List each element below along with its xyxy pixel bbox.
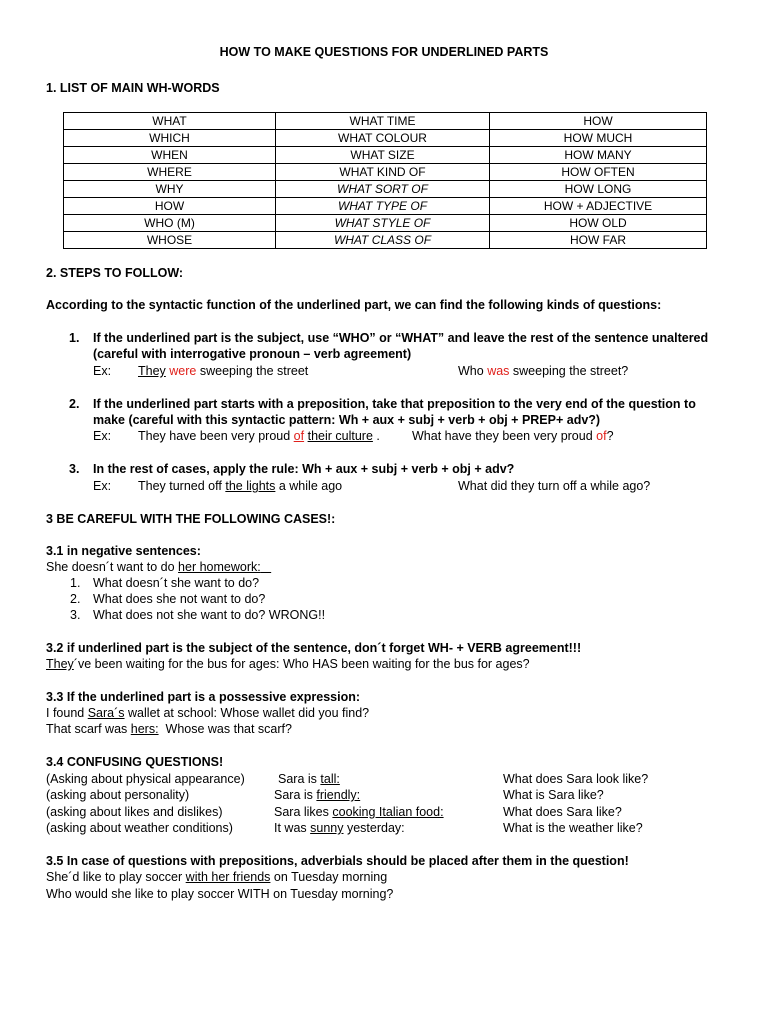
wh-table-cell: WHOSE — [64, 232, 276, 249]
underlined-part: the lights — [225, 479, 276, 493]
step3-line1: In the rest of cases, apply the rule: Wh + aux + subj + verb + obj + adv? — [93, 462, 515, 476]
s35-heading: 3.5 In case of questions with prepositions, adverbials should be placed after them in the question! — [46, 854, 629, 868]
wh-table-row — [64, 147, 707, 164]
s34-context: (asking about likes and dislikes) — [46, 805, 223, 819]
underlined-part: Sara´s — [87, 706, 125, 720]
underlined-part: tall: — [320, 772, 340, 786]
wh-table-cell: HOW OLD — [490, 215, 707, 232]
s31-item-text: What does not she want to do? WRONG!! — [93, 608, 326, 622]
s34-question: What does Sara look like? — [503, 772, 649, 786]
s31-item-num: 1. — [70, 576, 81, 590]
wh-table-cell: HOW FAR — [490, 232, 707, 249]
page-title: HOW TO MAKE QUESTIONS FOR UNDERLINED PARTS — [219, 45, 549, 59]
s34-context: (Asking about physical appearance) — [46, 772, 245, 786]
wh-table-row — [64, 198, 707, 215]
s35-line2: Who would she like to play soccer WITH on Tuesday morning? — [46, 887, 394, 901]
s31-item-num: 2. — [70, 592, 81, 606]
s34-question: What does Sara like? — [503, 805, 622, 819]
s31-item-text: What doesn´t she want to do? — [93, 576, 260, 590]
s33-line2: That scarf was hers: Whose was that scarf? — [46, 722, 292, 736]
underlined-part: They — [46, 657, 74, 671]
s34-context: (asking about personality) — [46, 788, 190, 802]
wh-table-cell: WHEN — [64, 147, 276, 164]
s34-context: (asking about weather conditions) — [46, 821, 233, 835]
underlined-part: with her friends — [185, 870, 271, 884]
wh-table-row — [64, 232, 707, 249]
s34-sentence: Sara likes cooking Italian food: — [274, 805, 444, 819]
step2-line1: If the underlined part starts with a preposition, take that preposition to the very end of the question to — [93, 397, 696, 411]
underlined-part: They — [138, 364, 166, 378]
wh-table-cell: HOW — [490, 113, 707, 130]
s34-question: What is Sara like? — [503, 788, 604, 802]
s34-sentence: It was sunny yesterday: — [274, 821, 405, 835]
step3-number: 3. — [69, 462, 80, 476]
s34-question: What is the weather like? — [503, 821, 643, 835]
wh-table-cell: WHAT TYPE OF — [276, 198, 490, 215]
step2-ex-label: Ex: — [93, 429, 112, 443]
wh-table-row — [64, 215, 707, 232]
step2-example: They have been very proud of their culture . — [138, 429, 380, 443]
underlined-part: sunny — [310, 821, 344, 835]
section3-heading: 3 BE CAREFUL WITH THE FOLLOWING CASES!: — [46, 512, 336, 526]
s31-item-text: What does she not want to do? — [93, 592, 266, 606]
wh-table-cell: WHAT SIZE — [276, 147, 490, 164]
wh-table-cell: WHAT COLOUR — [276, 130, 490, 147]
underlined-part: her homework: — [178, 560, 261, 574]
wh-table-cell: HOW + ADJECTIVE — [490, 198, 707, 215]
wh-table-cell: WHAT CLASS OF — [276, 232, 490, 249]
underlined-part: hers: — [130, 722, 159, 736]
step1-question: Who was sweeping the street? — [458, 364, 629, 378]
wh-table-cell: WHAT KIND OF — [276, 164, 490, 181]
step3-question: What did they turn off a while ago? — [458, 479, 651, 493]
wh-table-row — [64, 113, 707, 130]
highlighted-preposition: of — [293, 429, 305, 443]
wh-table-cell: WHERE — [64, 164, 276, 181]
s31-sentence: She doesn´t want to do her homework: — [46, 560, 261, 574]
s34-sentence: Sara is friendly: — [274, 788, 361, 802]
wh-table-cell: HOW OFTEN — [490, 164, 707, 181]
step2-line2: make (careful with this syntactic pattern: Wh + aux + subj + verb + obj + PREP+ adv?) — [93, 413, 601, 427]
underlined-part: cooking Italian food: — [332, 805, 444, 819]
s33-heading: 3.3 If the underlined part is a possessive expression: — [46, 690, 361, 704]
s33-line1: I found Sara´s wallet at school: Whose wallet did you find? — [46, 706, 370, 720]
wh-table-cell: WHAT STYLE OF — [276, 215, 490, 232]
step3-example: They turned off the lights a while ago — [138, 479, 343, 493]
s31-heading: 3.1 in negative sentences: — [46, 544, 201, 558]
underlined-part: friendly: — [316, 788, 361, 802]
step1-example: They were sweeping the street — [138, 364, 309, 378]
wh-table-cell: WHO (M) — [64, 215, 276, 232]
highlighted-verb: were — [169, 364, 197, 378]
step1-number: 1. — [69, 331, 80, 345]
wh-words-table — [63, 112, 707, 249]
wh-table-cell: WHAT — [64, 113, 276, 130]
s34-sentence: Sara is tall: — [278, 772, 340, 786]
s35-line1: She´d like to play soccer with her friends on Tuesday morning — [46, 870, 388, 884]
step1-line2: (careful with interrogative pronoun – verb agreement) — [93, 347, 412, 361]
step1-line1: If the underlined part is the subject, use “WHO” or “WHAT” and leave the rest of the sentence unaltered — [93, 331, 709, 345]
wh-table-cell: HOW MANY — [490, 147, 707, 164]
section1-heading: 1. LIST OF MAIN WH-WORDS — [46, 81, 220, 95]
wh-table-cell: WHAT TIME — [276, 113, 490, 130]
s34-heading: 3.4 CONFUSING QUESTIONS! — [46, 755, 224, 769]
step1-ex-label: Ex: — [93, 364, 112, 378]
wh-table-cell: HOW MUCH — [490, 130, 707, 147]
section2-intro: According to the syntactic function of the underlined part, we can find the following kinds of questions: — [46, 298, 662, 312]
wh-table-cell: WHICH — [64, 130, 276, 147]
s32-heading: 3.2 if underlined part is the subject of the sentence, don´t forget WH- + VERB agreement!!! — [46, 641, 582, 655]
s31-item-num: 3. — [70, 608, 81, 622]
step3-ex-label: Ex: — [93, 479, 112, 493]
highlighted-preposition: of — [596, 429, 607, 443]
highlighted-verb: was — [487, 364, 510, 378]
s32-sentence: They´ve been waiting for the bus for ages: Who HAS been waiting for the bus for ages? — [46, 657, 530, 671]
underlined-part: their culture — [307, 429, 373, 443]
wh-table-cell: HOW — [64, 198, 276, 215]
wh-table-row — [64, 181, 707, 198]
wh-table-cell: WHY — [64, 181, 276, 198]
section2-heading: 2. STEPS TO FOLLOW: — [46, 266, 184, 280]
wh-table-row — [64, 164, 707, 181]
wh-table-row — [64, 130, 707, 147]
step2-question: What have they been very proud of? — [412, 429, 614, 443]
wh-table-cell: WHAT SORT OF — [276, 181, 490, 198]
step2-number: 2. — [69, 397, 80, 411]
wh-table-cell: HOW LONG — [490, 181, 707, 198]
